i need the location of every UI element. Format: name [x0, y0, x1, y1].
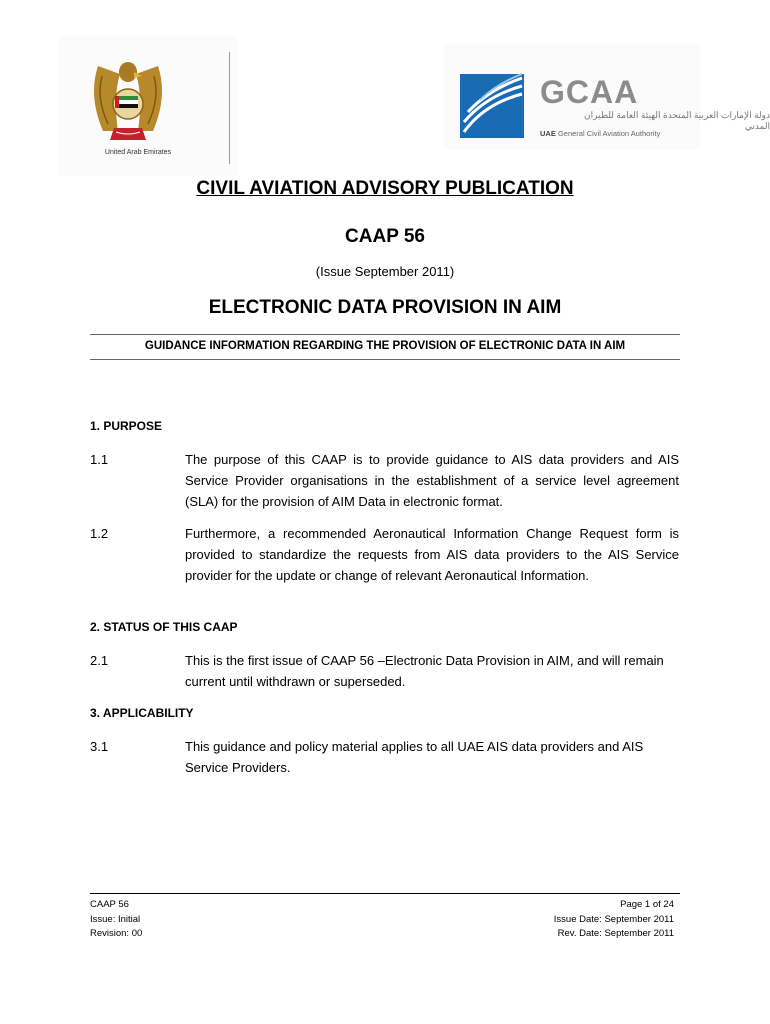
paragraph-text: Furthermore, a recommended Aeronautical Information Change Request form is provided to standardize the requests from AIS data providers to the AIS Service provider for the update or change of relevant Aeronautical Information.	[185, 526, 679, 583]
section-heading-purpose: 1. PURPOSE	[90, 419, 163, 433]
caap-number: CAAP 56	[345, 226, 425, 247]
paragraph-number: 1.1	[90, 452, 109, 467]
footer-left	[90, 898, 142, 942]
section-heading-applicability: 3. APPLICABILITY	[90, 706, 194, 720]
paragraph-number: 3.1	[90, 739, 109, 754]
uae-caption: United Arab Emirates	[104, 149, 172, 156]
gcaa-en-prefix: UAE	[540, 129, 556, 138]
gcaa-arabic-name: دولة الإمارات العربية المتحدة الهيئة العامة للطيران المدني	[584, 110, 770, 131]
issue-line: (Issue September 2011)	[315, 264, 455, 279]
publication-title: CIVIL AVIATION ADVISORY PUBLICATION	[196, 178, 574, 199]
paragraph-text: The purpose of this CAAP is to provide guidance to AIS data providers and AIS Service Provider organisations in the establishment of a service level agreement (SLA) for the provision of AIM Data in electronic format.	[185, 452, 679, 509]
subject-title: ELECTRONIC DATA PROVISION IN AIM	[208, 297, 562, 318]
paragraph-number: 1.2	[90, 526, 109, 541]
footer-caap: CAAP 56	[90, 899, 129, 910]
gcaa-wordmark: GCAA	[540, 74, 639, 110]
logo-divider	[229, 52, 230, 164]
footer-page-number: Page 1 of 24	[620, 899, 674, 910]
paragraph-number: 2.1	[90, 653, 109, 668]
footer-issue-date: Issue Date: September 2011	[553, 913, 674, 925]
gcaa-en-rest: General Civil Aviation Authority	[557, 129, 661, 138]
guidance-subtitle: GUIDANCE INFORMATION REGARDING THE PROVISION OF ELECTRONIC DATA IN AIM	[144, 340, 626, 352]
paragraph-text: This guidance and policy material applies to all UAE AIS data providers and AIS Service Providers.	[185, 739, 644, 775]
guidance-top-rule	[90, 334, 680, 335]
footer-issue: Issue: Initial	[90, 913, 141, 925]
footer-rev-date: Rev. Date: September 2011	[557, 928, 674, 939]
footer-right	[480, 898, 674, 942]
section-heading-status: 2. STATUS OF THIS CAAP	[90, 620, 238, 634]
gcaa-english-name	[540, 129, 660, 138]
paragraph-text: This is the first issue of CAAP 56 –Electronic Data Provision in AIM, and will remain current until withdrawn or superseded.	[185, 653, 664, 689]
footer-revision: Revision: 00	[90, 928, 143, 939]
footer-rule	[90, 893, 680, 894]
guidance-bottom-rule	[90, 359, 680, 360]
